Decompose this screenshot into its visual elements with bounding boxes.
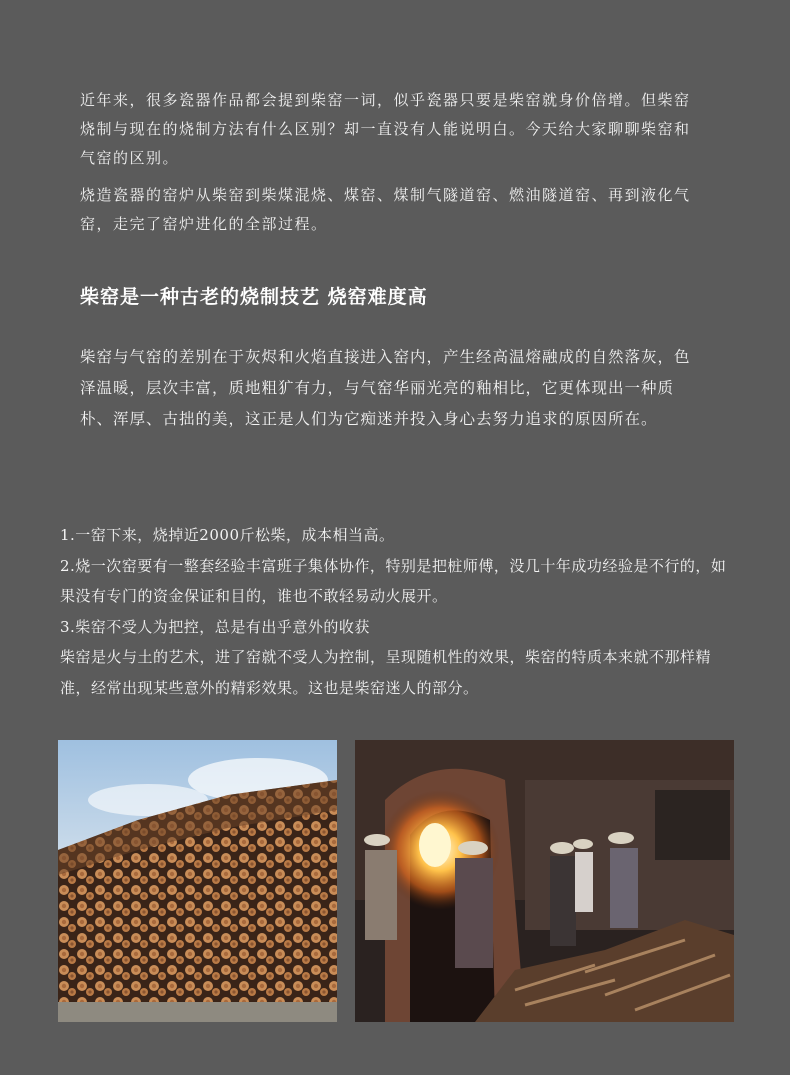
point-3-detail: 柴窑是火与土的艺术，进了窑就不受人为控制，呈现随机性的效果，柴窑的特质本来就不那样精准，经常出现某些意外的精彩效果。这也是柴窑迷人的部分。: [60, 648, 712, 697]
points-list: [60, 520, 740, 703]
section-body: 柴窑与气窑的差别在于灰烬和火焰直接进入窑内，产生经高温熔融成的自然落灰，色泽温暖，层次丰富，质地粗犷有力，与气窑华丽光亮的釉相比，它更体现出一种质朴、浑厚、古拙的美，这正是人们为它痴迷并投入身心去努力追求的原因所在。: [80, 348, 691, 428]
intro-paragraph-1: 近年来，很多瓷器作品都会提到柴窑一词，似乎瓷器只要是柴窑就身价倍增。但柴窑烧制与现在的烧制方法有什么区别？却一直没有人能说明白。今天给大家聊聊柴窑和气窑的区别。: [80, 91, 691, 167]
firewood-photo: [58, 740, 337, 1022]
point-1: 1.一窑下来，烧掉近2000斤松柴，成本相当高。: [60, 526, 395, 544]
intro-paragraph-2: 烧造瓷器的窑炉从柴窑到柴煤混烧、煤窑、煤制气隧道窑、燃油隧道窑、再到液化气窑，走完了窑炉进化的全部过程。: [80, 186, 691, 233]
section-heading: 柴窑是一种古老的烧制技艺 烧窑难度高: [80, 286, 428, 308]
point-3: 3.柴窑不受人为把控，总是有出乎意外的收获: [60, 617, 370, 636]
kiln-photo: [355, 740, 734, 1022]
point-2: 2.烧一次窑要有一整套经验丰富班子集体协作，特别是把桩师傅，没几十年成功经验是不行的，如果没有专门的资金保证和目的，谁也不敢轻易动火展开。: [60, 556, 727, 605]
intro-section: [80, 86, 692, 247]
